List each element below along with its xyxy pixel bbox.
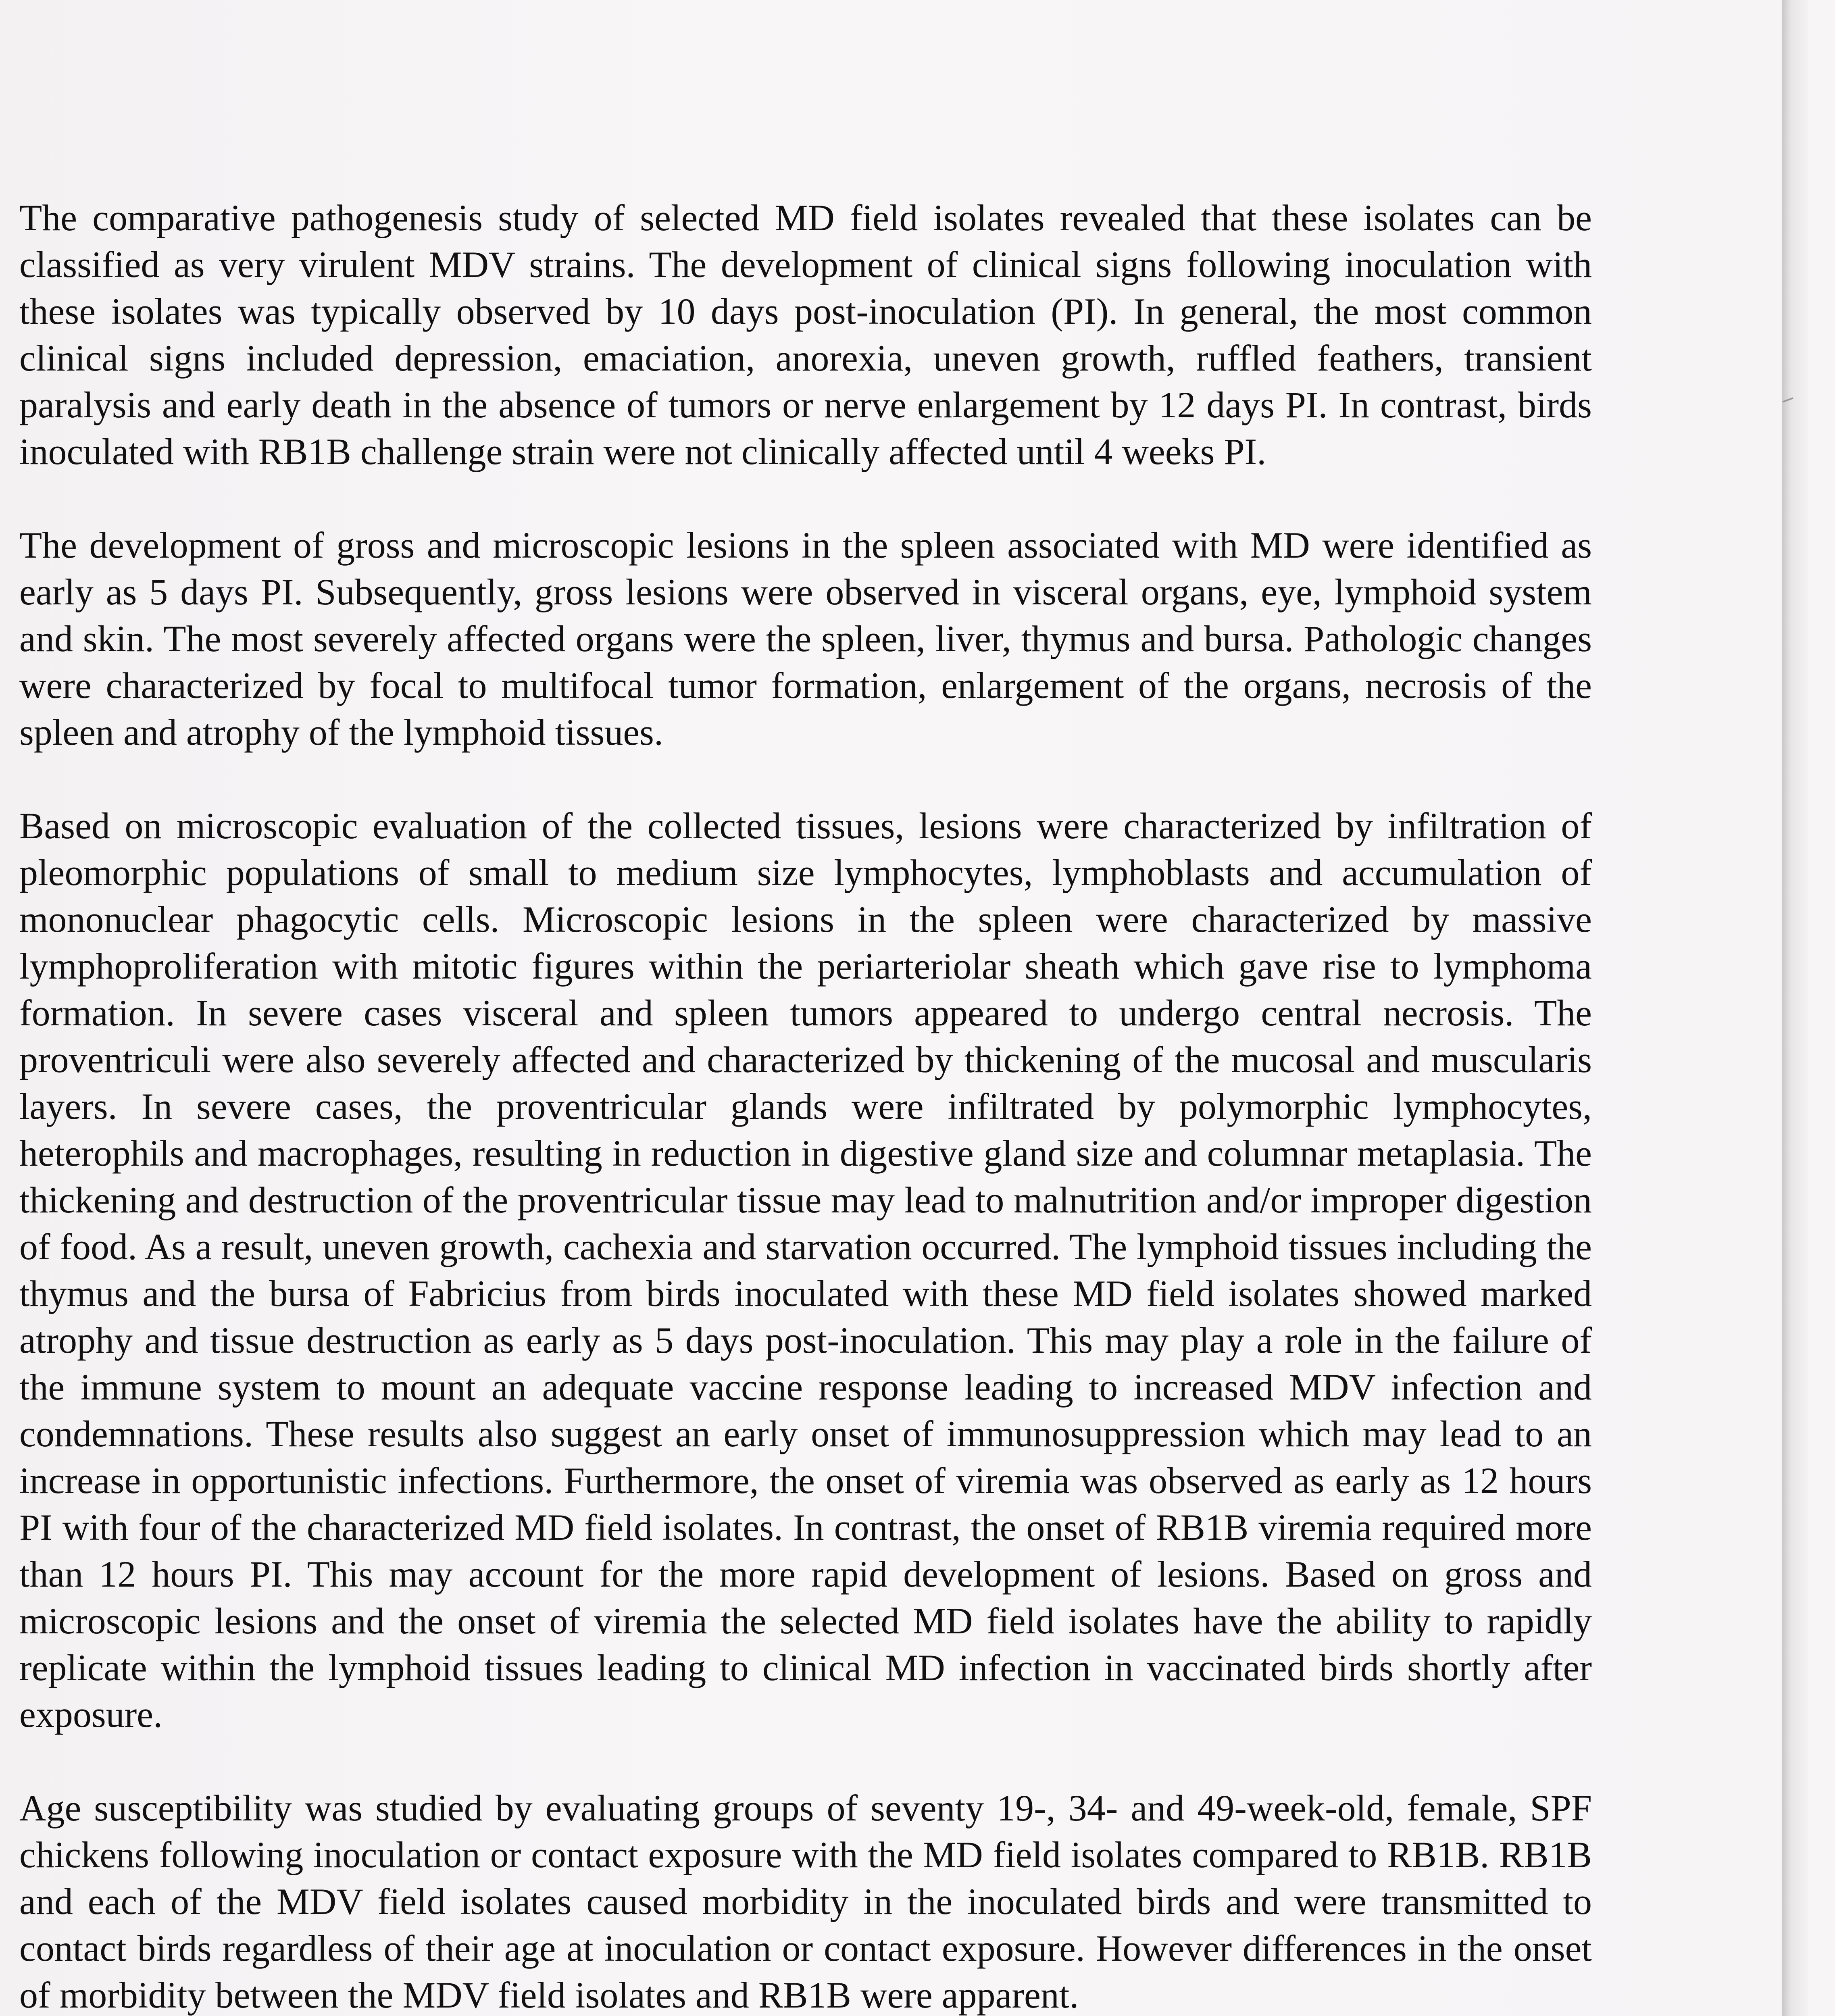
paragraph-age-susceptibility: Age susceptibility was studied by evaluating groups of seventy 19-, 34- and 49-week-old, female, SPF chickens following inoculation or contact exposure with the MD field isolates compared to RB1B. RB1B and each of the MDV field isolates caused morbidity in the inoculated birds and were transmitted to contact birds regardless of their age at inoculation or contact exposure. However differences in the onset of morbidity between the MDV field isolates and RB1B were apparent. xyxy=(19,1787,1592,2016)
body-text xyxy=(19,194,1592,2016)
paragraph-gross-lesions: The development of gross and microscopic lesions in the spleen associated with MD were identified as early as 5 days PI. Subsequently, gross lesions were observed in visceral organs, eye, lymphoid system and skin. The most severely affected organs were the spleen, liver, thymus and bursa. Pathologic changes were characterized by focal to multifocal tumor formation, enlargement of the organs, necrosis of the spleen and atrophy of the lymphoid tissues. xyxy=(19,525,1592,753)
page-binding-edge xyxy=(1782,0,1808,2016)
paragraph-pathogenesis: The comparative pathogenesis study of selected MD field isolates revealed that these isolates can be classified as very virulent MDV strains. The development of clinical signs following inoculation with these isolates was typically observed by 10 days post-inoculation (PI). In general, the most common clinical signs included depression, emaciation, anorexia, uneven growth, ruffled feathers, transient paralysis and early death in the absence of tumors or nerve enlargement by 12 days PI. In contrast, birds inoculated with RB1B challenge strain were not clinically affected until 4 weeks PI. xyxy=(19,197,1592,472)
paragraph-microscopic-evaluation: Based on microscopic evaluation of the collected tissues, lesions were characterized by infiltration of pleomorphic populations of small to medium size lymphocytes, lymphoblasts and accumulation of mononuclear phagocytic cells. Microscopic lesions in the spleen were characterized by massive lymphoproliferation with mitotic figures within the periarteriolar sheath which gave rise to lymphoma formation. In severe cases visceral and spleen tumors appeared to undergo central necrosis. The proventriculi were also severely affected and characterized by thickening of the mucosal and muscularis layers. In severe cases, the proventricular glands were infiltrated by polymorphic lymphocytes, heterophils and macrophages, resulting in reduction in digestive gland size and columnar metaplasia. The thickening and destruction of the proventricular tissue may lead to malnutrition and/or improper digestion of food. As a result, uneven growth, cachexia and starvation occurred. The lymphoid tissues including the thymus and the bursa of Fabricius from birds inoculated with these MD field isolates showed marked atrophy and tissue destruction as early as 5 days post-inoculation. This may play a role in the failure of the immune system to mount an adequate vaccine response leading to increased MDV infection and condemnations. These results also suggest an early onset of immunosuppression which may lead to an increase in opportunistic infections. Furthermore, the onset of viremia was observed as early as 12 hours PI with four of the characterized MD field isolates. In contrast, the onset of RB1B viremia required more than 12 hours PI. This may account for the more rapid development of lesions. Based on gross and microscopic lesions and the onset of viremia the selected MD field isolates have the ability to rapidly replicate within the lymphoid tissues leading to clinical MD infection in vaccinated birds shortly after exposure. xyxy=(19,805,1592,1735)
